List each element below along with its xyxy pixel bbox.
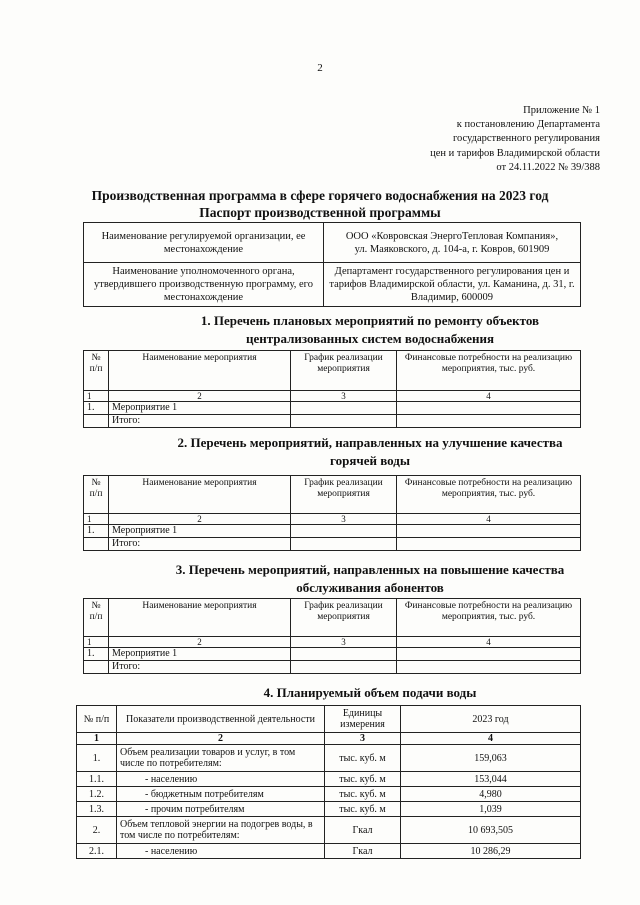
row-unit: тыс. куб. м (325, 802, 401, 817)
volume-table (76, 705, 581, 859)
column-number: 1 (77, 733, 117, 745)
table-header-row (77, 706, 581, 733)
row-schedule (291, 525, 397, 538)
row-total-label: Итого: (109, 538, 291, 551)
row-schedule (291, 648, 397, 661)
column-number: 1 (84, 514, 109, 525)
table-header-row (84, 351, 581, 391)
table-row (77, 745, 581, 772)
column-number: 3 (291, 637, 397, 648)
row-finance (397, 661, 581, 674)
passport-table (83, 222, 581, 307)
column-number: 4 (397, 637, 581, 648)
row-schedule (291, 402, 397, 415)
section-4-title: 4. Планируемый объем подачи воды (263, 685, 477, 700)
appendix-line: цен и тарифов Владимирской области (430, 147, 600, 159)
row-indicator: - населению (117, 772, 325, 787)
row-total-label: Итого: (109, 661, 291, 674)
table-row (84, 525, 581, 538)
table-row (77, 802, 581, 817)
appendix-line: от 24.11.2022 № 39/388 (496, 161, 600, 173)
section-2-table (83, 475, 581, 551)
header-num: № п/п (84, 351, 109, 391)
table-row-total (84, 415, 581, 428)
row-num: 1. (77, 745, 117, 772)
header-unit: Единицы измерения (325, 706, 401, 733)
table-row (77, 817, 581, 844)
page-number: 2 (317, 62, 323, 74)
row-value: 153,044 (401, 772, 581, 787)
row-finance (397, 402, 581, 415)
row-num: 2. (77, 817, 117, 844)
header-schedule: График реализации мероприятия (291, 476, 397, 514)
row-num: 1. (84, 525, 109, 538)
column-number-row (84, 514, 581, 525)
row-name: Мероприятие 1 (109, 402, 291, 415)
section-title-line: 2. Перечень мероприятий, направленных на улучшение качества (177, 435, 563, 450)
row-indicator: - прочим потребителям (117, 802, 325, 817)
section-title-line: обслуживания абонентов (296, 580, 444, 595)
row-schedule (291, 538, 397, 551)
column-number: 2 (109, 391, 291, 402)
row-finance (397, 538, 581, 551)
row-total-label: Итого: (109, 415, 291, 428)
column-number: 1 (84, 637, 109, 648)
row-num: 1.2. (77, 787, 117, 802)
table-header-row (84, 476, 581, 514)
header-indicator: Показатели производственной деятельности (117, 706, 325, 733)
header-schedule: График реализации мероприятия (291, 351, 397, 391)
column-number-row (77, 733, 581, 745)
row-finance (397, 525, 581, 538)
appendix-line: государственного регулирования (452, 133, 600, 145)
row-unit: Гкал (325, 817, 401, 844)
row-schedule (291, 415, 397, 428)
passport-label: Наименование регулируемой организации, ее местонахождение (84, 223, 324, 263)
column-number: 2 (109, 637, 291, 648)
page-title: Производственная программа в сфере горячего водоснабжения на 2023 год (91, 188, 549, 203)
row-num (84, 661, 109, 674)
page-subtitle: Паспорт производственной программы (199, 205, 441, 220)
header-num: № п/п (77, 706, 117, 733)
header-name: Наименование мероприятия (109, 351, 291, 391)
appendix-block (360, 104, 600, 175)
header-schedule: График реализации мероприятия (291, 599, 397, 637)
row-value: 4,980 (401, 787, 581, 802)
column-number: 2 (117, 733, 325, 745)
section-title-line: горячей воды (330, 453, 410, 468)
column-number: 4 (397, 514, 581, 525)
table-row (84, 648, 581, 661)
row-unit: тыс. куб. м (325, 787, 401, 802)
table-row (84, 402, 581, 415)
row-finance (397, 415, 581, 428)
row-unit: Гкал (325, 844, 401, 859)
header-name: Наименование мероприятия (109, 476, 291, 514)
passport-value-line: ул. Маяковского, д. 104-а, г. Ковров, 601909 (354, 243, 550, 255)
row-num (84, 415, 109, 428)
row-num: 1. (84, 402, 109, 415)
column-number: 3 (291, 514, 397, 525)
appendix-line: к постановлению Департамента (456, 119, 600, 131)
row-num: 1.3. (77, 802, 117, 817)
header-finance: Финансовые потребности на реализацию мероприятия, тыс. руб. (397, 476, 581, 514)
table-row (84, 263, 581, 307)
row-num: 1. (84, 648, 109, 661)
row-value: 10 693,505 (401, 817, 581, 844)
section-3-table (83, 598, 581, 674)
section-title-line: 1. Перечень плановых мероприятий по ремонту объектов (200, 313, 540, 328)
row-name: Мероприятие 1 (109, 525, 291, 538)
column-number: 2 (109, 514, 291, 525)
passport-value: Департамент государственного регулирования цен и тарифов Владимирской области, ул. Каманина, д. 31, г. Владимир, 600009 (324, 263, 581, 307)
row-unit: тыс. куб. м (325, 745, 401, 772)
row-indicator: - населению (117, 844, 325, 859)
table-row (77, 844, 581, 859)
column-number-row (84, 391, 581, 402)
row-finance (397, 648, 581, 661)
column-number: 4 (397, 391, 581, 402)
row-value: 10 286,29 (401, 844, 581, 859)
passport-value (324, 223, 581, 263)
header-year: 2023 год (401, 706, 581, 733)
row-unit: тыс. куб. м (325, 772, 401, 787)
header-num: № п/п (84, 476, 109, 514)
section-1-title (100, 312, 640, 348)
row-indicator: Объем тепловой энергии на подогрев воды, в том числе по потребителям: (117, 817, 325, 844)
section-3-title (100, 561, 640, 597)
column-number-row (84, 637, 581, 648)
column-number: 3 (325, 733, 401, 745)
row-schedule (291, 661, 397, 674)
row-name: Мероприятие 1 (109, 648, 291, 661)
column-number: 3 (291, 391, 397, 402)
section-title-line: 3. Перечень мероприятий, направленных на повышение качества (175, 562, 565, 577)
section-2-title (100, 434, 640, 470)
passport-label: Наименование уполномоченного органа, утвердившего производственную программу, его местонахождение (84, 263, 324, 307)
column-number: 4 (401, 733, 581, 745)
section-title-line: централизованных систем водоснабжения (245, 331, 495, 346)
row-indicator: Объем реализации товаров и услуг, в том числе по потребителям: (117, 745, 325, 772)
row-indicator: - бюджетным потребителям (117, 787, 325, 802)
table-row (84, 223, 581, 263)
row-num: 2.1. (77, 844, 117, 859)
table-header-row (84, 599, 581, 637)
table-row (77, 772, 581, 787)
row-value: 159,063 (401, 745, 581, 772)
table-row-total (84, 661, 581, 674)
header-finance: Финансовые потребности на реализацию мероприятия, тыс. руб. (397, 351, 581, 391)
header-num: № п/п (84, 599, 109, 637)
row-value: 1,039 (401, 802, 581, 817)
row-num (84, 538, 109, 551)
column-number: 1 (84, 391, 109, 402)
table-row (77, 787, 581, 802)
appendix-line: Приложение № 1 (523, 105, 600, 116)
table-row-total (84, 538, 581, 551)
header-name: Наименование мероприятия (109, 599, 291, 637)
header-finance: Финансовые потребности на реализацию мероприятия, тыс. руб. (397, 599, 581, 637)
section-1-table (83, 350, 581, 428)
passport-value-line: ООО «Ковровская ЭнергоТепловая Компания», (345, 230, 559, 242)
row-num: 1.1. (77, 772, 117, 787)
